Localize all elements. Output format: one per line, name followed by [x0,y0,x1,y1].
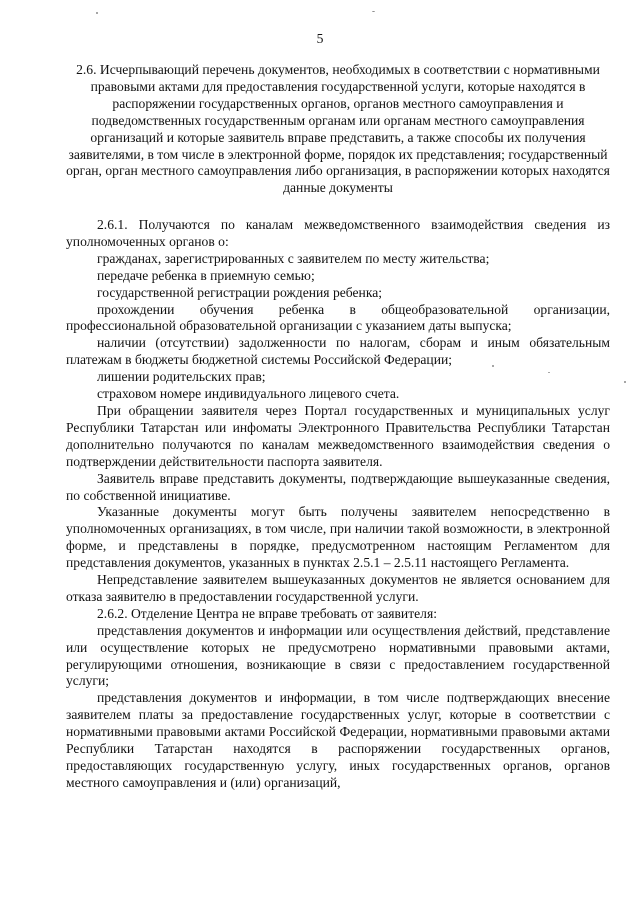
paragraph: При обращении заявителя через Портал государственных и муниципальных услуг Республики Татарстан или инфоматы Электронного Правительства Республики Татарстан дополнительно получаются по каналам межведомственного взаимодействия сведения о подтверждении действительности паспорта заявителя. [66,402,610,469]
list-item: государственной регистрации рождения ребенка; [97,284,383,300]
paragraph: наличии (отсутствии) задолженности по налогам, сборам и иным обязательным платежам в бюджеты бюджетной системы Российской Федерации; [66,335,610,368]
scan-speck [624,381,626,383]
paragraph: представления документов и информации, в том числе подтверждающих внесение заявителем платы за предоставление государственных услуг, которые в соответствии с нормативными правовыми актами Российской Федерации, нормативными правовыми актами Республики Татарстан находятся в распоряжении государственных органов, предоставляющих государственную услугу, иных государственных органов, органов местного самоуправления и (или) организаций, [66,690,610,790]
paragraph-2-6-1: 2.6.1. Получаются по каналам межведомственного взаимодействия сведения из уполномоченных органов о: [66,217,610,249]
page-number: 5 [316,31,324,46]
scan-speck [548,372,550,373]
paragraph: прохождении обучения ребенка в общеобразовательной организации, профессиональной образовательной организации с указанием даты выпуска; [66,301,610,334]
scan-speck [96,12,98,14]
paragraph: представления документов и информации или осуществления действий, представление или осуществление которых не предусмотрено нормативными правовыми актами, регулирующими отношения, возникающие в связи с предоставлением государственной услуги; [66,622,610,689]
paragraph-2-6-2: 2.6.2. Отделение Центра не вправе требовать от заявителя: [97,605,437,621]
paragraph: Непредставление заявителем вышеуказанных документов не является основанием для отказа заявителю в предоставлении государственной услуги. [66,572,610,604]
list-item: лишении родительских прав; [97,369,266,385]
scan-speck [492,365,494,367]
section-heading: 2.6. Исчерпывающий перечень документов, необходимых в соответствии с нормативными правовыми актами для предоставления государственной услуги, которые находятся в распоряжении государственных органов, органов местного самоуправления и подведомственных государственным органам или органам местного самоуправления организаций и которые заявитель вправе представить, а также способы их получения заявителями, в том числе в электронной форме, порядок их представления; государственный орган, орган местного самоуправления либо организация, в распоряжении которых находятся данные документы [66,62,610,196]
document-body [66,217,610,792]
list-item: страховом номере индивидуального лицевого счета. [97,386,400,402]
paragraph: Указанные документы могут быть получены заявителем непосредственно в уполномоченных организациях, в том числе, при наличии такой возможности, в электронной форме, и представлены в порядке, предусмотренном настоящим Регламентом для представления документов, указанных в пунктах 2.5.1 – 2.5.11 настоящего Регламента. [66,504,610,571]
list-item: передаче ребенка в приемную семью; [97,267,315,283]
paragraph: Заявитель вправе представить документы, подтверждающие вышеуказанные сведения, по собственной инициативе. [66,470,610,503]
list-item: гражданах, зарегистрированных с заявителем по месту жительства; [97,250,490,266]
scan-speck [372,11,375,12]
